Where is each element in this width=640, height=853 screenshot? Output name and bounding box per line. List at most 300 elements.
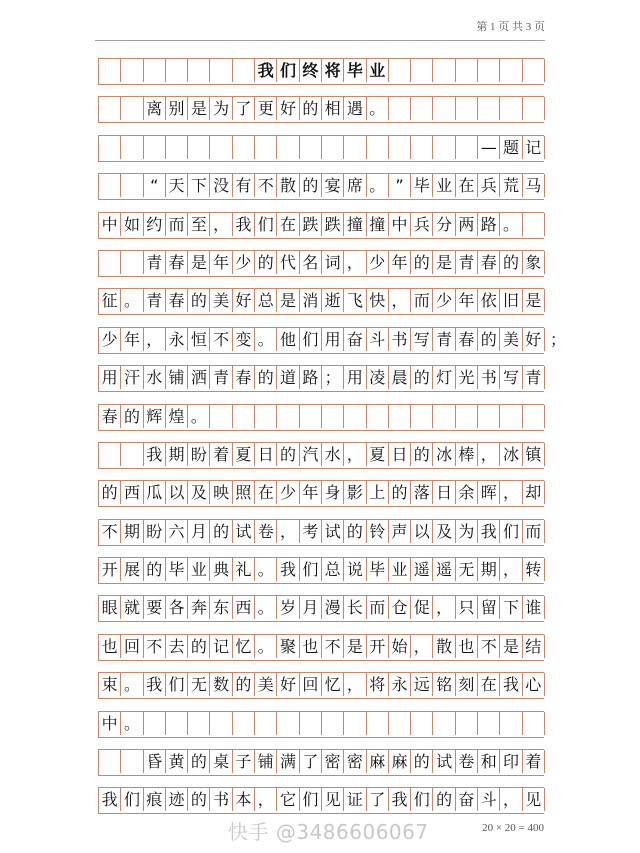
- grid-cell: 汗: [121, 366, 143, 389]
- grid-cell: 中: [99, 712, 121, 735]
- grid-cell: 而: [523, 520, 545, 543]
- grid-cell: 棒: [456, 443, 478, 466]
- grid-cell: [344, 712, 366, 735]
- grid-cell: 麻: [389, 750, 411, 773]
- grid-cell: 书: [389, 328, 411, 351]
- grid-cell: [255, 712, 277, 735]
- grid-cell: 的: [210, 520, 232, 543]
- grid-cell: ，: [500, 558, 522, 581]
- text-row: [98, 365, 544, 392]
- grid-cell: 开: [99, 558, 121, 581]
- grid-cell: [99, 59, 121, 82]
- grid-cell: 冰: [500, 443, 522, 466]
- grid-cell: 促: [411, 596, 433, 619]
- grid-cell: 也: [300, 635, 322, 658]
- grid-cell: 年: [121, 328, 143, 351]
- text-row: [98, 135, 544, 162]
- grid-cell: 东: [210, 596, 232, 619]
- grid-cell: [456, 97, 478, 120]
- grid-cell: 恒: [188, 328, 210, 351]
- grid-cell: [121, 750, 143, 773]
- grid-cell: 书: [210, 788, 232, 811]
- grid-cell: 日: [389, 443, 411, 466]
- grid-cell: 的: [433, 788, 455, 811]
- grid-cell: 是: [523, 289, 545, 312]
- grid-cell: 永: [389, 673, 411, 696]
- text-row: [98, 672, 544, 699]
- grid-cell: ，: [210, 213, 232, 236]
- grid-cell: 的: [121, 405, 143, 428]
- grid-cell: 始: [389, 635, 411, 658]
- grid-cell: 的: [411, 251, 433, 274]
- grid-cell: 着: [210, 443, 232, 466]
- grid-cell: 路: [300, 366, 322, 389]
- grid-cell: 席: [344, 174, 366, 197]
- grid-cell: 用: [322, 328, 344, 351]
- grid-cell: 们: [166, 673, 188, 696]
- grid-cell: 荒: [500, 174, 522, 197]
- grid-cell: 痕: [144, 788, 166, 811]
- grid-cell: 煌: [166, 405, 188, 428]
- grid-cell: 的: [411, 750, 433, 773]
- grid-cell: 飞: [344, 289, 366, 312]
- grid-cell: [389, 405, 411, 428]
- grid-cell: 。: [367, 97, 389, 120]
- grid-cell: [478, 59, 500, 82]
- grid-cell: 无: [188, 673, 210, 696]
- grid-cell: 春: [166, 289, 188, 312]
- grid-cell: [456, 712, 478, 735]
- watermark: 快手 @3486606067: [228, 820, 429, 844]
- grid-cell: 的: [255, 251, 277, 274]
- grid-cell: 离: [144, 97, 166, 120]
- grid-cell: 写: [500, 366, 522, 389]
- grid-cell: 将: [367, 673, 389, 696]
- grid-cell: 日: [433, 481, 455, 504]
- grid-cell: [300, 405, 322, 428]
- grid-cell: 的: [300, 174, 322, 197]
- grid-cell: [99, 443, 121, 466]
- grid-cell: 汽: [300, 443, 322, 466]
- grid-cell: ”: [389, 174, 411, 197]
- grid-cell: 的: [389, 481, 411, 504]
- grid-cell: 征: [99, 289, 121, 312]
- grid-cell: [277, 405, 299, 428]
- grid-cell: 也: [456, 635, 478, 658]
- grid-cell: [500, 59, 522, 82]
- grid-cell: 卷: [456, 750, 478, 773]
- text-row: [98, 787, 544, 814]
- grid-cell: 我: [99, 788, 121, 811]
- grid-cell: 。: [255, 596, 277, 619]
- grid-cell: 散: [433, 635, 455, 658]
- grid-cell: 夏: [233, 443, 255, 466]
- grid-cell: 它: [277, 788, 299, 811]
- grid-cell: [478, 405, 500, 428]
- grid-cell: 漫: [322, 596, 344, 619]
- grid-cell: 也: [99, 635, 121, 658]
- grid-cell: 两: [456, 213, 478, 236]
- grid-cell: 昏: [144, 750, 166, 773]
- grid-cell: ，: [144, 328, 166, 351]
- grid-cell: 考: [300, 520, 322, 543]
- grid-cell: 辉: [144, 405, 166, 428]
- grid-cell: [99, 136, 121, 159]
- grid-cell: 题: [500, 136, 522, 159]
- grid-cell: 水: [322, 443, 344, 466]
- grid-cell: 不: [144, 635, 166, 658]
- grid-cell: 马: [523, 174, 545, 197]
- grid-cell: 展: [121, 558, 143, 581]
- grid-cell: ，: [411, 635, 433, 658]
- grid-cell: 毕: [367, 558, 389, 581]
- grid-cell: 年: [210, 251, 232, 274]
- grid-cell: 灯: [433, 366, 455, 389]
- grid-cell: [411, 97, 433, 120]
- grid-cell: 少: [367, 251, 389, 274]
- grid-cell: [233, 59, 255, 82]
- grid-cell: 转: [523, 558, 545, 581]
- grid-cell: 了: [300, 750, 322, 773]
- grid-spec: 20 × 20 = 400: [482, 822, 544, 834]
- grid-cell: 照: [233, 481, 255, 504]
- text-row: [98, 634, 544, 661]
- grid-cell: 冰: [433, 443, 455, 466]
- grid-cell: 遥: [433, 558, 455, 581]
- grid-cell: [166, 59, 188, 82]
- text-row: [98, 749, 544, 776]
- grid-cell: [233, 712, 255, 735]
- grid-cell: 桌: [210, 750, 232, 773]
- grid-cell: 少: [277, 481, 299, 504]
- grid-cell: [121, 174, 143, 197]
- grid-cell: [478, 97, 500, 120]
- grid-cell: 说: [344, 558, 366, 581]
- grid-cell: [523, 405, 545, 428]
- text-row: [98, 557, 544, 584]
- grid-cell: 了: [233, 97, 255, 120]
- grid-cell: [456, 405, 478, 428]
- grid-cell: 的: [255, 366, 277, 389]
- grid-cell: [233, 136, 255, 159]
- grid-cell: 毕: [166, 558, 188, 581]
- grid-cell: [344, 136, 366, 159]
- grid-cell: 试: [322, 520, 344, 543]
- grid-cell: 终: [300, 59, 322, 82]
- grid-cell: 逝: [322, 289, 344, 312]
- grid-cell: 天: [166, 174, 188, 197]
- grid-cell: 铺: [166, 366, 188, 389]
- grid-cell: [121, 136, 143, 159]
- grid-cell: [99, 251, 121, 274]
- grid-cell: 不: [478, 635, 500, 658]
- grid-cell: 岁: [277, 596, 299, 619]
- grid-cell: 铃: [367, 520, 389, 543]
- grid-cell: 写: [411, 328, 433, 351]
- grid-cell: 眼: [99, 596, 121, 619]
- grid-cell: 业: [367, 59, 389, 82]
- grid-cell: 不: [99, 520, 121, 543]
- header-divider: [95, 40, 545, 41]
- grid-cell: 了: [367, 788, 389, 811]
- grid-cell: [121, 97, 143, 120]
- grid-cell: ，: [344, 443, 366, 466]
- grid-cell: [188, 59, 210, 82]
- grid-cell: 光: [456, 366, 478, 389]
- grid-cell: 期: [166, 443, 188, 466]
- grid-cell: 六: [166, 520, 188, 543]
- grid-cell: 影: [344, 481, 366, 504]
- grid-cell: [322, 405, 344, 428]
- grid-cell: [210, 59, 232, 82]
- grid-cell: 而: [166, 213, 188, 236]
- grid-cell: 别: [166, 97, 188, 120]
- grid-cell: [433, 405, 455, 428]
- grid-cell: 变: [233, 328, 255, 351]
- grid-cell: 年: [389, 251, 411, 274]
- grid-cell: “: [144, 174, 166, 197]
- grid-cell: 业: [188, 558, 210, 581]
- grid-cell: 用: [99, 366, 121, 389]
- grid-cell: 好: [277, 673, 299, 696]
- grid-cell: 回: [300, 673, 322, 696]
- grid-cell: [99, 174, 121, 197]
- grid-cell: [99, 750, 121, 773]
- grid-cell: 落: [411, 481, 433, 504]
- grid-cell: [433, 712, 455, 735]
- grid-cell: 盼: [144, 520, 166, 543]
- grid-cell: 兵: [411, 213, 433, 236]
- grid-cell: 们: [277, 59, 299, 82]
- grid-cell: 业: [433, 174, 455, 197]
- grid-cell: 证: [344, 788, 366, 811]
- grid-cell: [300, 136, 322, 159]
- grid-cell: 迹: [166, 788, 188, 811]
- grid-cell: 映: [210, 481, 232, 504]
- grid-cell: 记: [523, 136, 545, 159]
- grid-cell: 不: [210, 328, 232, 351]
- grid-cell: 少: [233, 251, 255, 274]
- grid-cell: [322, 136, 344, 159]
- text-row: [98, 711, 544, 738]
- text-row: [98, 250, 544, 277]
- grid-cell: ，: [478, 443, 500, 466]
- grid-cell: 是: [277, 289, 299, 312]
- grid-cell: 的: [411, 443, 433, 466]
- grid-cell: [144, 136, 166, 159]
- grid-cell: [478, 712, 500, 735]
- grid-cell: 回: [121, 635, 143, 658]
- grid-cell: 没: [210, 174, 232, 197]
- grid-cell: [210, 136, 232, 159]
- grid-cell: [210, 405, 232, 428]
- grid-cell: 长: [344, 596, 366, 619]
- grid-cell: 好: [277, 97, 299, 120]
- grid-cell: 的: [500, 251, 522, 274]
- grid-cell: 结: [523, 635, 545, 658]
- grid-cell: [322, 712, 344, 735]
- page-number: 第 1 页 共 3 页: [476, 21, 545, 33]
- grid-cell: [433, 59, 455, 82]
- grid-cell: [500, 97, 522, 120]
- grid-cell: 忆: [322, 673, 344, 696]
- grid-cell: 留: [478, 596, 500, 619]
- grid-cell: 束: [99, 673, 121, 696]
- grid-cell: 而: [367, 596, 389, 619]
- grid-cell: 夏: [367, 443, 389, 466]
- grid-cell: 以: [411, 520, 433, 543]
- grid-cell: 黄: [166, 750, 188, 773]
- grid-cell: 而: [411, 289, 433, 312]
- grid-cell: 要: [144, 596, 166, 619]
- grid-cell: 跌: [322, 213, 344, 236]
- grid-cell: 在: [478, 673, 500, 696]
- grid-cell: 路: [478, 213, 500, 236]
- grid-cell: ，: [255, 788, 277, 811]
- grid-cell: 的: [478, 328, 500, 351]
- grid-cell: 。: [255, 558, 277, 581]
- grid-cell: 毕: [411, 174, 433, 197]
- grid-cell: 就: [121, 596, 143, 619]
- grid-cell: 青: [144, 251, 166, 274]
- grid-cell: 永: [166, 328, 188, 351]
- grid-cell: 少: [99, 328, 121, 351]
- grid-cell: 撞: [344, 213, 366, 236]
- grid-cell: 密: [322, 750, 344, 773]
- grid-cell: 在: [456, 174, 478, 197]
- grid-cell: 的: [300, 97, 322, 120]
- grid-cell: 密: [344, 750, 366, 773]
- grid-cell: [433, 136, 455, 159]
- grid-cell: 年: [300, 481, 322, 504]
- grid-cell: 的: [188, 289, 210, 312]
- grid-cell: 依: [478, 289, 500, 312]
- grid-cell: 春: [456, 328, 478, 351]
- grid-cell: 典: [210, 558, 232, 581]
- grid-cell: 们: [255, 213, 277, 236]
- grid-cell: ，: [277, 520, 299, 543]
- grid-cell: 晖: [478, 481, 500, 504]
- grid-cell: 月: [300, 596, 322, 619]
- grid-cell: [500, 712, 522, 735]
- grid-cell: 美: [255, 673, 277, 696]
- grid-cell: 词: [322, 251, 344, 274]
- grid-cell: 美: [210, 289, 232, 312]
- grid-cell: [367, 136, 389, 159]
- grid-cell: 遇: [344, 97, 366, 120]
- grid-cell: 们: [300, 788, 322, 811]
- grid-cell: 我: [478, 520, 500, 543]
- grid-cell: 。: [500, 213, 522, 236]
- grid-cell: 春: [99, 405, 121, 428]
- grid-cell: 期: [478, 558, 500, 581]
- grid-cell: 。: [121, 673, 143, 696]
- grid-cell: 的: [233, 673, 255, 696]
- grid-cell: 。: [255, 328, 277, 351]
- grid-cell: 余: [456, 481, 478, 504]
- grid-cell: 着: [523, 750, 545, 773]
- grid-cell: [433, 97, 455, 120]
- grid-cell: [188, 136, 210, 159]
- grid-cell: 不: [322, 635, 344, 658]
- grid-cell: [344, 405, 366, 428]
- grid-cell: 。: [121, 289, 143, 312]
- grid-cell: 下: [188, 174, 210, 197]
- grid-cell: [144, 712, 166, 735]
- title-row: [98, 58, 544, 85]
- text-row: [98, 595, 544, 622]
- grid-cell: 印: [500, 750, 522, 773]
- grid-cell: 象: [523, 251, 545, 274]
- grid-cell: 青: [433, 328, 455, 351]
- grid-cell: 用: [344, 366, 366, 389]
- grid-cell: [389, 59, 411, 82]
- grid-cell: 以: [166, 481, 188, 504]
- grid-cell: 数: [210, 673, 232, 696]
- grid-cell: 我: [389, 788, 411, 811]
- grid-cell: 瓜: [144, 481, 166, 504]
- grid-cell: 好: [523, 328, 545, 351]
- grid-cell: 们: [300, 558, 322, 581]
- grid-cell: 的: [188, 788, 210, 811]
- grid-cell: 试: [433, 750, 455, 773]
- grid-cell: 满: [277, 750, 299, 773]
- grid-cell: 快: [367, 289, 389, 312]
- grid-cell: 宴: [322, 174, 344, 197]
- grid-cell: 和: [478, 750, 500, 773]
- text-row: [98, 288, 544, 315]
- grid-cell: 。: [367, 174, 389, 197]
- grid-cell: [523, 712, 545, 735]
- grid-cell: [277, 712, 299, 735]
- grid-cell: —: [478, 136, 500, 159]
- grid-cell: 见: [322, 788, 344, 811]
- grid-cell: 是: [433, 251, 455, 274]
- grid-cell: 只: [456, 596, 478, 619]
- grid-cell: 约: [144, 213, 166, 236]
- grid-cell: [277, 136, 299, 159]
- grid-cell: 盼: [188, 443, 210, 466]
- grid-cell: 。: [188, 405, 210, 428]
- grid-cell: 书: [478, 366, 500, 389]
- grid-cell: [166, 712, 188, 735]
- grid-cell: [411, 136, 433, 159]
- grid-cell: 远: [411, 673, 433, 696]
- grid-cell: 青: [144, 289, 166, 312]
- text-row: [98, 212, 544, 239]
- grid-cell: 我: [233, 213, 255, 236]
- grid-cell: 代: [277, 251, 299, 274]
- grid-cell: [523, 97, 545, 120]
- grid-cell: 月: [188, 520, 210, 543]
- grid-cell: ，: [389, 289, 411, 312]
- grid-cell: [367, 405, 389, 428]
- grid-cell: 为: [456, 520, 478, 543]
- grid-cell: [411, 405, 433, 428]
- grid-cell: [144, 59, 166, 82]
- grid-cell: 斗: [478, 788, 500, 811]
- grid-cell: 的: [344, 520, 366, 543]
- grid-cell: 总: [322, 558, 344, 581]
- grid-cell: 是: [344, 635, 366, 658]
- grid-cell: 试: [233, 520, 255, 543]
- grid-cell: 谁: [523, 596, 545, 619]
- grid-cell: 好: [233, 289, 255, 312]
- text-row: [98, 442, 544, 469]
- grid-cell: 本: [233, 788, 255, 811]
- grid-cell: 有: [233, 174, 255, 197]
- grid-cell: 洒: [188, 366, 210, 389]
